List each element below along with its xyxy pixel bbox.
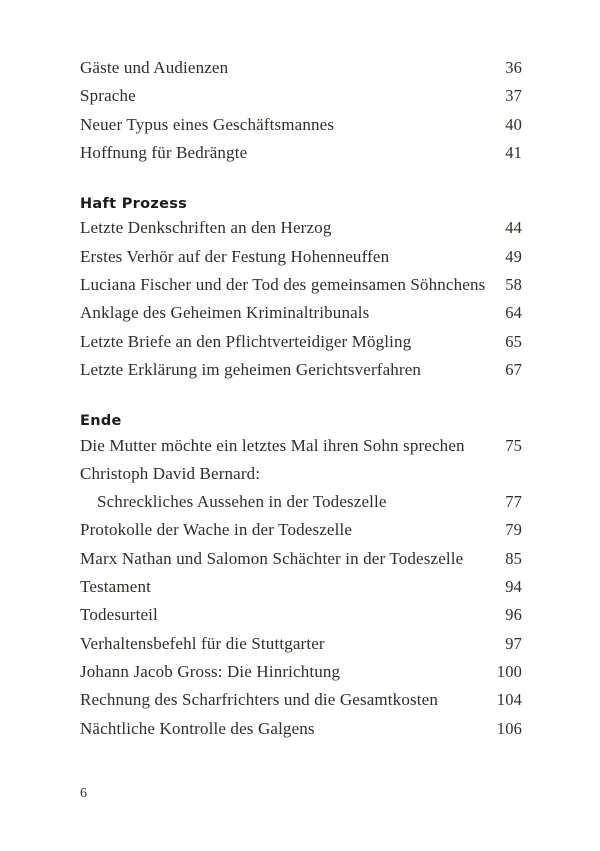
toc-entry-page-number: 49	[505, 246, 522, 266]
toc-entry-title: Letzte Denkschriften an den Herzog	[80, 218, 332, 238]
toc-entry-page-number: 40	[505, 114, 522, 134]
toc-entry-title: Schreckliches Aussehen in der Todeszelle	[97, 492, 387, 512]
toc-entry	[80, 464, 522, 492]
toc-entry-page-number: 58	[505, 275, 522, 295]
toc-entry	[80, 662, 522, 690]
toc-entry-page-number: 36	[505, 58, 522, 77]
toc-entry	[80, 577, 522, 605]
toc-entry-title: Johann Jacob Gross: Die Hinrichtung	[80, 661, 341, 681]
toc-entry-title: Die Mutter möchte ein letztes Mal ihren Sohn sprechen	[80, 435, 465, 455]
toc-entry-page-number: 104	[496, 690, 522, 710]
toc-entry-title: Letzte Briefe an den Pflichtverteidiger Mögling	[80, 331, 412, 351]
toc-entry-page-number: 96	[505, 605, 522, 625]
toc-entry-title: Letzte Erklärung im geheimen Gerichtsverfahren	[80, 359, 422, 379]
toc-entry	[80, 303, 522, 331]
toc-entry-title: Sprache	[80, 86, 136, 106]
toc-entry-page-number: 85	[505, 548, 522, 568]
toc-entry-page-number: 94	[505, 577, 522, 597]
toc-entry-title: Anklage des Geheimen Kriminaltribunals	[80, 303, 370, 323]
toc-entry	[80, 492, 522, 520]
table-of-contents	[80, 58, 522, 747]
toc-entry-title: Erstes Verhör auf der Festung Hohenneuffen	[80, 246, 390, 266]
toc-entry-page-number: 65	[505, 331, 522, 351]
toc-entry-title: Rechnung des Scharfrichters und die Gesamtkosten	[80, 690, 438, 710]
toc-entry-title: Nächtliche Kontrolle des Galgens	[80, 718, 315, 738]
toc-entry-title: Hoffnung für Bedrängte	[80, 142, 248, 162]
page-folio: 6	[80, 786, 87, 801]
toc-section	[80, 58, 522, 171]
toc-entry-page-number: 77	[505, 492, 522, 512]
toc-entry-title: Verhaltensbefehl für die Stuttgarter	[80, 633, 325, 653]
toc-section	[80, 190, 522, 388]
toc-entry-title: Luciana Fischer und der Tod des gemeinsamen Söhnchens	[80, 275, 486, 295]
toc-entry-title: Protokolle der Wache in der Todeszelle	[80, 520, 353, 540]
toc-section	[80, 407, 522, 747]
toc-entry-page-number: 44	[505, 218, 522, 238]
toc-entry-page-number: 67	[505, 359, 522, 379]
toc-entry	[80, 690, 522, 718]
toc-entry	[80, 247, 522, 275]
toc-entry	[80, 549, 522, 577]
toc-entry	[80, 86, 522, 114]
toc-entry-page-number: 106	[496, 718, 522, 738]
toc-section-heading: Haft Prozess	[80, 196, 188, 213]
toc-entry	[80, 58, 522, 86]
toc-entry-title: Neuer Typus eines Geschäftsmannes	[80, 114, 335, 134]
toc-entry	[80, 115, 522, 143]
toc-entry	[80, 605, 522, 633]
toc-entry	[80, 634, 522, 662]
toc-entry-page-number: 75	[505, 435, 522, 455]
toc-entry	[80, 436, 522, 464]
toc-entry-page-number: 100	[496, 661, 522, 681]
toc-entry-page-number: 37	[505, 86, 522, 106]
toc-entry	[80, 275, 522, 303]
toc-entry-title: Christoph David Bernard:	[80, 463, 261, 483]
toc-entry	[80, 360, 522, 388]
toc-entry-page-number: 97	[505, 633, 522, 653]
toc-entry-title: Testament	[80, 577, 151, 597]
toc-entry-page-number: 79	[505, 520, 522, 540]
toc-entry	[80, 719, 522, 747]
toc-entry	[80, 143, 522, 171]
toc-section-heading: Ende	[80, 413, 122, 430]
toc-entry	[80, 218, 522, 246]
toc-entry	[80, 332, 522, 360]
toc-entry-page-number: 41	[505, 142, 522, 162]
toc-entry-title: Gäste und Audienzen	[80, 58, 229, 77]
toc-entry-page-number: 64	[505, 303, 522, 323]
toc-entry-title: Todesurteil	[80, 605, 158, 625]
toc-entry-title: Marx Nathan und Salomon Schächter in der Todeszelle	[80, 548, 464, 568]
toc-entry	[80, 520, 522, 548]
